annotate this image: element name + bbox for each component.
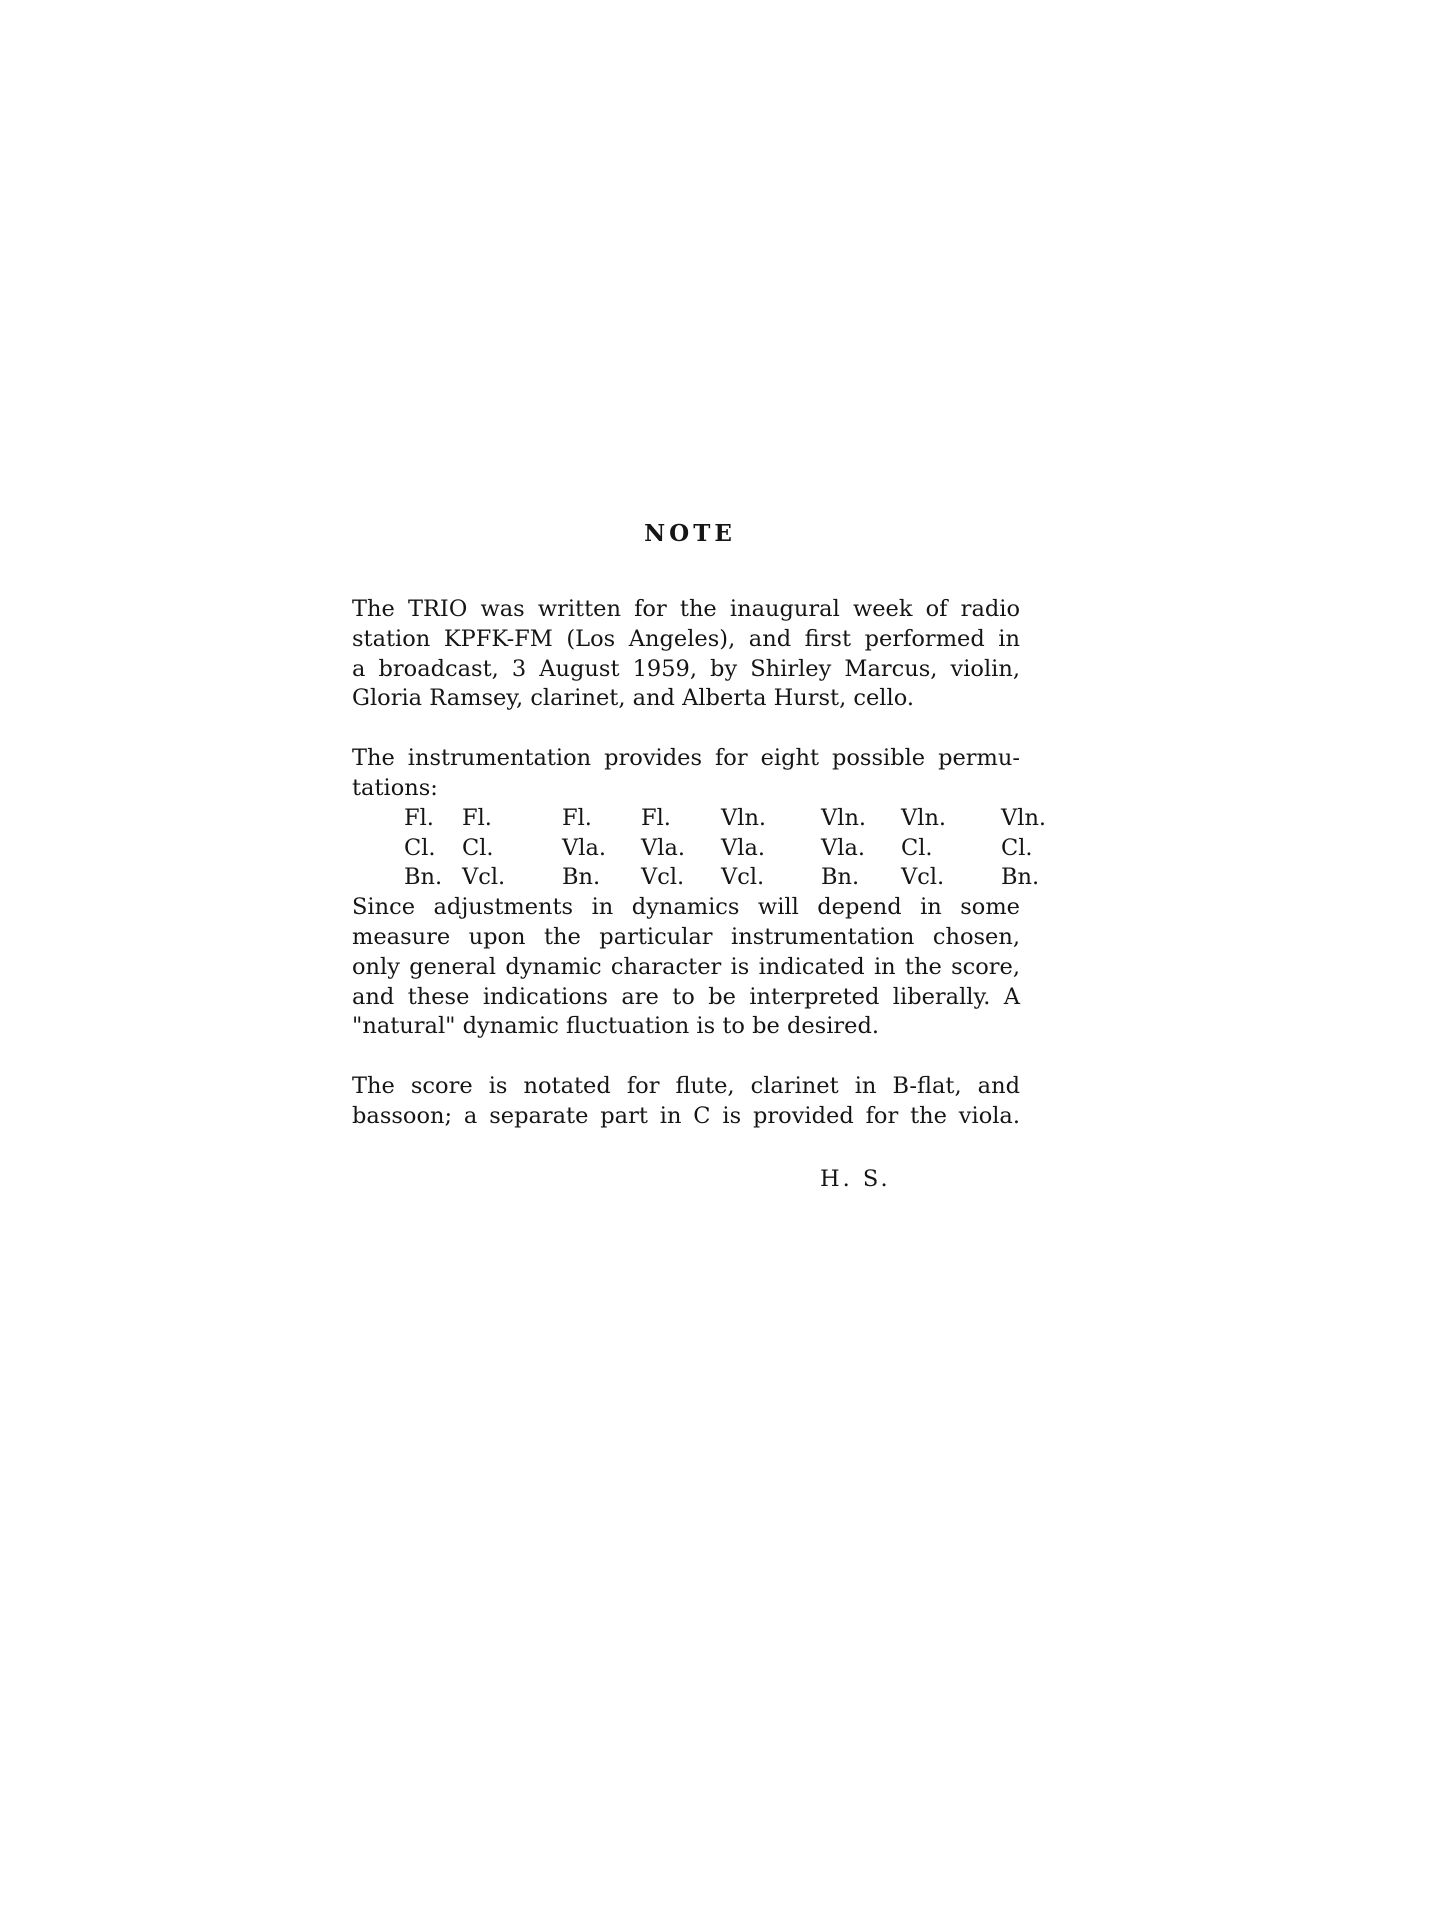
text-line: "natural" dynamic fluctuation is to be desired. — [352, 1013, 880, 1040]
permutation-cell: Bn. — [1001, 864, 1040, 891]
permutation-row-lower — [404, 863, 1022, 893]
permutation-cell: Cl. — [1001, 834, 1033, 861]
text-line: The TRIO was written for the inaugural week of radio — [352, 596, 1020, 622]
text-line: a broadcast, 3 August 1959, by Shirley Marcus, violin, — [352, 655, 1020, 682]
permutation-cell: Bn. — [821, 864, 860, 891]
permutation-cell: Fl. — [462, 804, 492, 831]
page-title: NOTE — [644, 520, 736, 547]
permutation-cell: Bn. — [562, 864, 601, 891]
permutation-cell: Fl. — [562, 804, 592, 831]
permutation-cell: Vln. — [821, 804, 867, 831]
text-line: only general dynamic character is indicated in the score, — [352, 953, 1020, 980]
permutation-cell: Vcl. — [462, 864, 506, 891]
text-line: Since adjustments in dynamics will depend in some — [352, 894, 1020, 921]
paragraph-premiere — [352, 595, 1020, 714]
text-line: and these indications are to be interpreted liberally. A — [352, 983, 1020, 1010]
text-line: tations: — [352, 774, 438, 801]
text-line: station KPFK-FM (Los Angeles), and first performed in — [352, 625, 1020, 652]
text-line: bassoon; a separate part in C is provided for the viola. — [352, 1102, 1020, 1129]
permutation-cell: Vln. — [1001, 804, 1047, 831]
permutation-cell: Fl. — [641, 804, 671, 831]
text-line: Gloria Ramsey, clarinet, and Alberta Hurst, cello. — [352, 685, 915, 712]
permutation-cell: Cl. — [462, 834, 494, 861]
text-line: The score is notated for flute, clarinet in B-flat, and — [352, 1073, 1020, 1100]
paragraph-gap — [352, 1042, 1020, 1072]
permutation-cell: Vla. — [821, 834, 866, 861]
permutation-cell: Vcl. — [641, 864, 685, 891]
paragraph-gap — [352, 714, 1020, 744]
paragraph-score — [352, 1072, 1020, 1132]
permutation-cell: Vcl. — [721, 864, 765, 891]
permutations-table — [404, 804, 1047, 893]
permutation-cell: Vla. — [562, 834, 607, 861]
permutation-row-middle — [404, 834, 1022, 864]
note-body — [352, 595, 1047, 1132]
text-line: The instrumentation provides for eight possible permu- — [352, 745, 1020, 772]
text-line: measure upon the particular instrumentation chosen, — [352, 923, 1020, 950]
paragraph-instrumentation — [352, 744, 1047, 1042]
permutation-cell: Cl. — [901, 834, 933, 861]
permutation-cell: Vla. — [721, 834, 766, 861]
permutation-cell: Vln. — [721, 804, 767, 831]
permutation-cell: Fl. — [404, 804, 434, 831]
permutation-cell: Bn. — [404, 864, 443, 891]
permutation-cell: Vla. — [641, 834, 686, 861]
permutation-cell: Vcl. — [901, 864, 945, 891]
signature-initials: H. S. — [820, 1166, 891, 1192]
permutation-row-upper — [404, 804, 1022, 834]
permutation-cell: Vln. — [901, 804, 947, 831]
permutation-cell: Cl. — [404, 834, 436, 861]
